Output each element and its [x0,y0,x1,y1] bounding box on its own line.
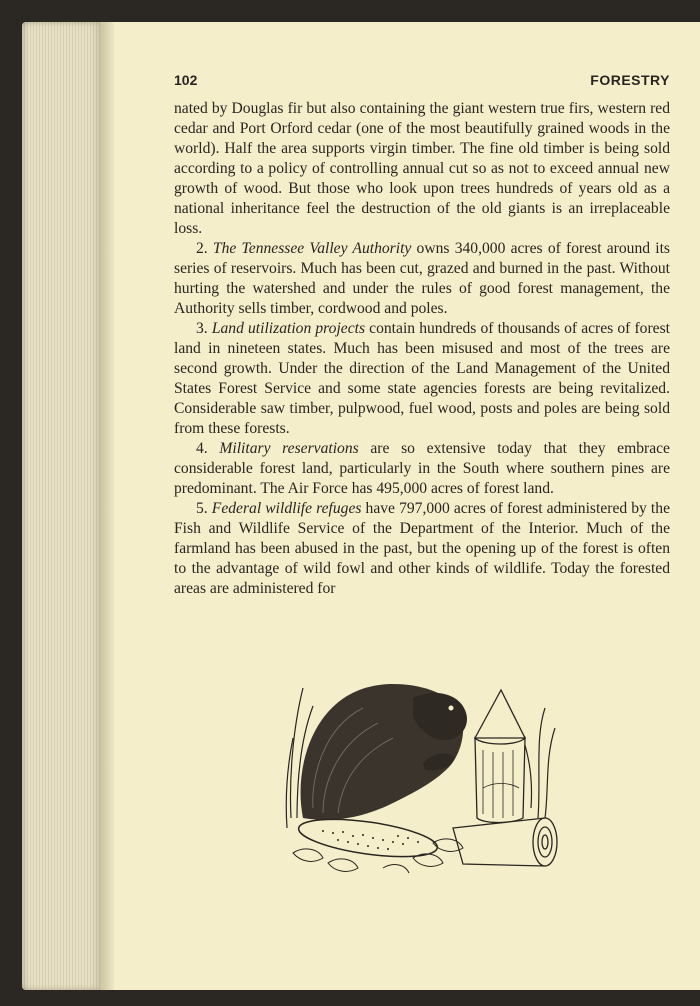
paragraph-continued: nated by Douglas fir but also containing the giant western true firs, western red cedar and Port Orford cedar (one of the most beautifully grained woods in the world). Half the area supports virgin timber. The fine old timber is being sold according to a policy of controlling annual cut so as not to exceed annual new growth of wood. But those who look upon trees hundreds of years old as a national inheritance feel the destruction of the old giants is an irreplaceable loss. [174,100,670,237]
gnawed-tree-icon [475,690,525,823]
page-header [174,72,670,92]
book-gutter [100,22,114,990]
item-body: have 797,000 acres of forest administered by the Fish and Wildlife Service of the Department of the Interior. Much of the farmland has been abused in the past, but the opening up of the forest is often to the advantage of wild fowl and other kinds of wildlife. Today the forested areas are administered for [174,500,670,597]
page-number: 102 [174,72,198,88]
beaver-icon [296,684,467,864]
item-number: 4. [196,440,208,457]
paragraph-land-utilization [174,319,670,439]
paragraph-wildlife-refuges [174,499,670,599]
item-title: The Tennessee Valley Authority [212,240,412,257]
item-number: 3. [196,320,208,337]
item-body: owns 340,000 acres of forest around its series of reservoirs. Much has been cut, grazed and burned in the past. Without hurting the watershed and under the rules of good forest management, the Authority sells timber, cordwood and poles. [174,240,670,317]
item-number: 5. [196,500,208,517]
item-body: contain hundreds of thousands of acres of forest land in nineteen states. Much has been misused and most of the trees are second growth. Under the direction of the Land Management of the United States Forest Service and some state agencies forests are being revitalized. Considerable saw timber, pulpwood, fuel wood, posts and poles are being sold from these forests. [174,320,670,437]
body-text [174,99,670,599]
item-body: are so extensive today that they embrace considerable forest land, particularly in the South where southern pines are predominant. The Air Force has 495,000 acres of forest land. [174,440,670,497]
paragraph-tva [174,239,670,319]
item-title: Military reservations [219,440,359,457]
paragraph-military [174,439,670,499]
page-edges [22,22,102,990]
item-number: 2. [196,240,208,257]
running-head: FORESTRY [590,72,670,88]
item-title: Land utilization projects [211,320,366,337]
log-icon [453,818,557,866]
item-title: Federal wildlife refuges [211,500,362,517]
beaver-gnawing-tree-illustration [283,668,568,880]
